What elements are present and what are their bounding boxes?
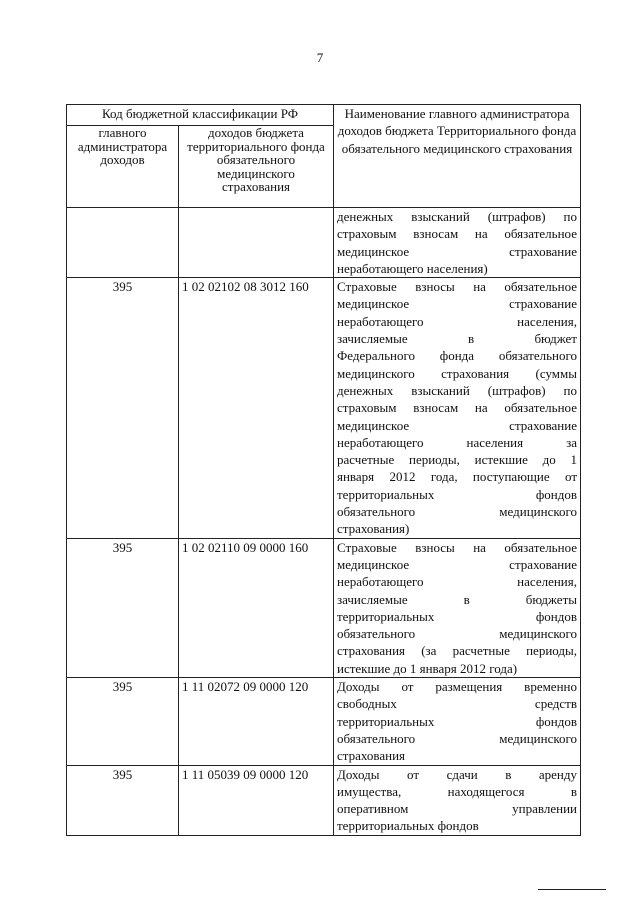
- description-line: страховым взносам на обязательное: [337, 400, 577, 416]
- table-row: [67, 278, 581, 538]
- admin-code-cell: 395: [67, 538, 179, 677]
- description-line: медицинское страхование: [337, 556, 577, 572]
- table-row: [67, 208, 581, 278]
- description-line: обязательного медицинского: [337, 504, 577, 520]
- description-line: Доходы от сдачи в аренду: [337, 766, 577, 782]
- description-line: страхования: [337, 748, 406, 764]
- description-line: денежных взысканий (штрафов) по: [337, 382, 577, 398]
- description-line: расчетные периоды, истекшие до 1: [337, 452, 577, 468]
- table-row: [67, 678, 581, 765]
- page-number: 7: [316, 50, 324, 65]
- header-income-column: доходов бюджета территориального фонда обязательного медицинского страхования: [179, 126, 334, 208]
- admin-code-cell: 395: [67, 678, 179, 765]
- table-row: [67, 765, 581, 835]
- description-line: страхования (за расчетные периоды,: [337, 643, 577, 659]
- header-name-column: Наименование главного администратора доходов бюджета Территориального фонда обязательного медицинского страхования: [334, 105, 581, 208]
- income-description-cell: [334, 678, 581, 765]
- income-code-cell: 1 11 02072 09 0000 120: [179, 678, 334, 765]
- description-line: оперативном управлении: [337, 801, 577, 817]
- description-line: страхования): [337, 521, 410, 537]
- table-body: [67, 208, 581, 836]
- description-line: медицинское страхование: [337, 417, 577, 433]
- income-description-cell: [334, 538, 581, 677]
- table-row: [67, 538, 581, 677]
- description-line: обязательного медицинского: [337, 730, 577, 746]
- budget-classification-table: [66, 104, 581, 836]
- admin-code-cell: [67, 208, 179, 278]
- description-line: зачисляемые в бюджеты: [337, 591, 577, 607]
- admin-code-cell: 395: [67, 278, 179, 538]
- description-line: медицинского страхования (суммы: [337, 365, 577, 381]
- description-line: неработающего населения за: [337, 434, 577, 450]
- description-line: истекшие до 1 января 2012 года): [337, 660, 518, 676]
- description-line: Страховые взносы на обязательное: [337, 279, 577, 295]
- header-code-group: Код бюджетной классификации РФ: [67, 105, 334, 126]
- description-line: денежных взысканий (штрафов) по: [337, 209, 577, 224]
- description-line: свободных средств: [337, 696, 577, 712]
- header-admin-column: главного администратора доходов: [67, 126, 179, 208]
- description-line: территориальных фондов: [337, 713, 577, 729]
- description-line: Федерального фонда обязательного: [337, 348, 577, 364]
- description-line: января 2012 года, поступающие от: [337, 469, 577, 485]
- income-code-cell: 1 02 02102 08 3012 160: [179, 278, 334, 538]
- table-header-row: [67, 105, 581, 126]
- income-code-cell: [179, 208, 334, 278]
- admin-code-cell: 395: [67, 765, 179, 835]
- description-line: неработающего населения): [337, 260, 488, 276]
- description-line: неработающего населения,: [337, 313, 577, 329]
- description-line: зачисляемые в бюджет: [337, 331, 577, 347]
- income-description-cell: [334, 278, 581, 538]
- description-line: имущества, находящегося в: [337, 783, 577, 799]
- income-code-cell: 1 02 02110 09 0000 160: [179, 538, 334, 677]
- description-line: территориальных фондов: [337, 818, 479, 834]
- description-line: страховым взносам на обязательное: [337, 226, 577, 242]
- description-line: территориальных фондов: [337, 486, 577, 502]
- description-line: медицинское страхование: [337, 243, 577, 259]
- description-line: Доходы от размещения временно: [337, 679, 577, 695]
- income-description-cell: [334, 765, 581, 835]
- description-line: медицинское страхование: [337, 296, 577, 312]
- income-code-cell: 1 11 05039 09 0000 120: [179, 765, 334, 835]
- description-line: Страховые взносы на обязательное: [337, 539, 577, 555]
- signature-line: [538, 889, 606, 890]
- income-description-cell: [334, 208, 581, 278]
- description-line: неработающего населения,: [337, 574, 577, 590]
- description-line: обязательного медицинского: [337, 626, 577, 642]
- description-line: территориальных фондов: [337, 608, 577, 624]
